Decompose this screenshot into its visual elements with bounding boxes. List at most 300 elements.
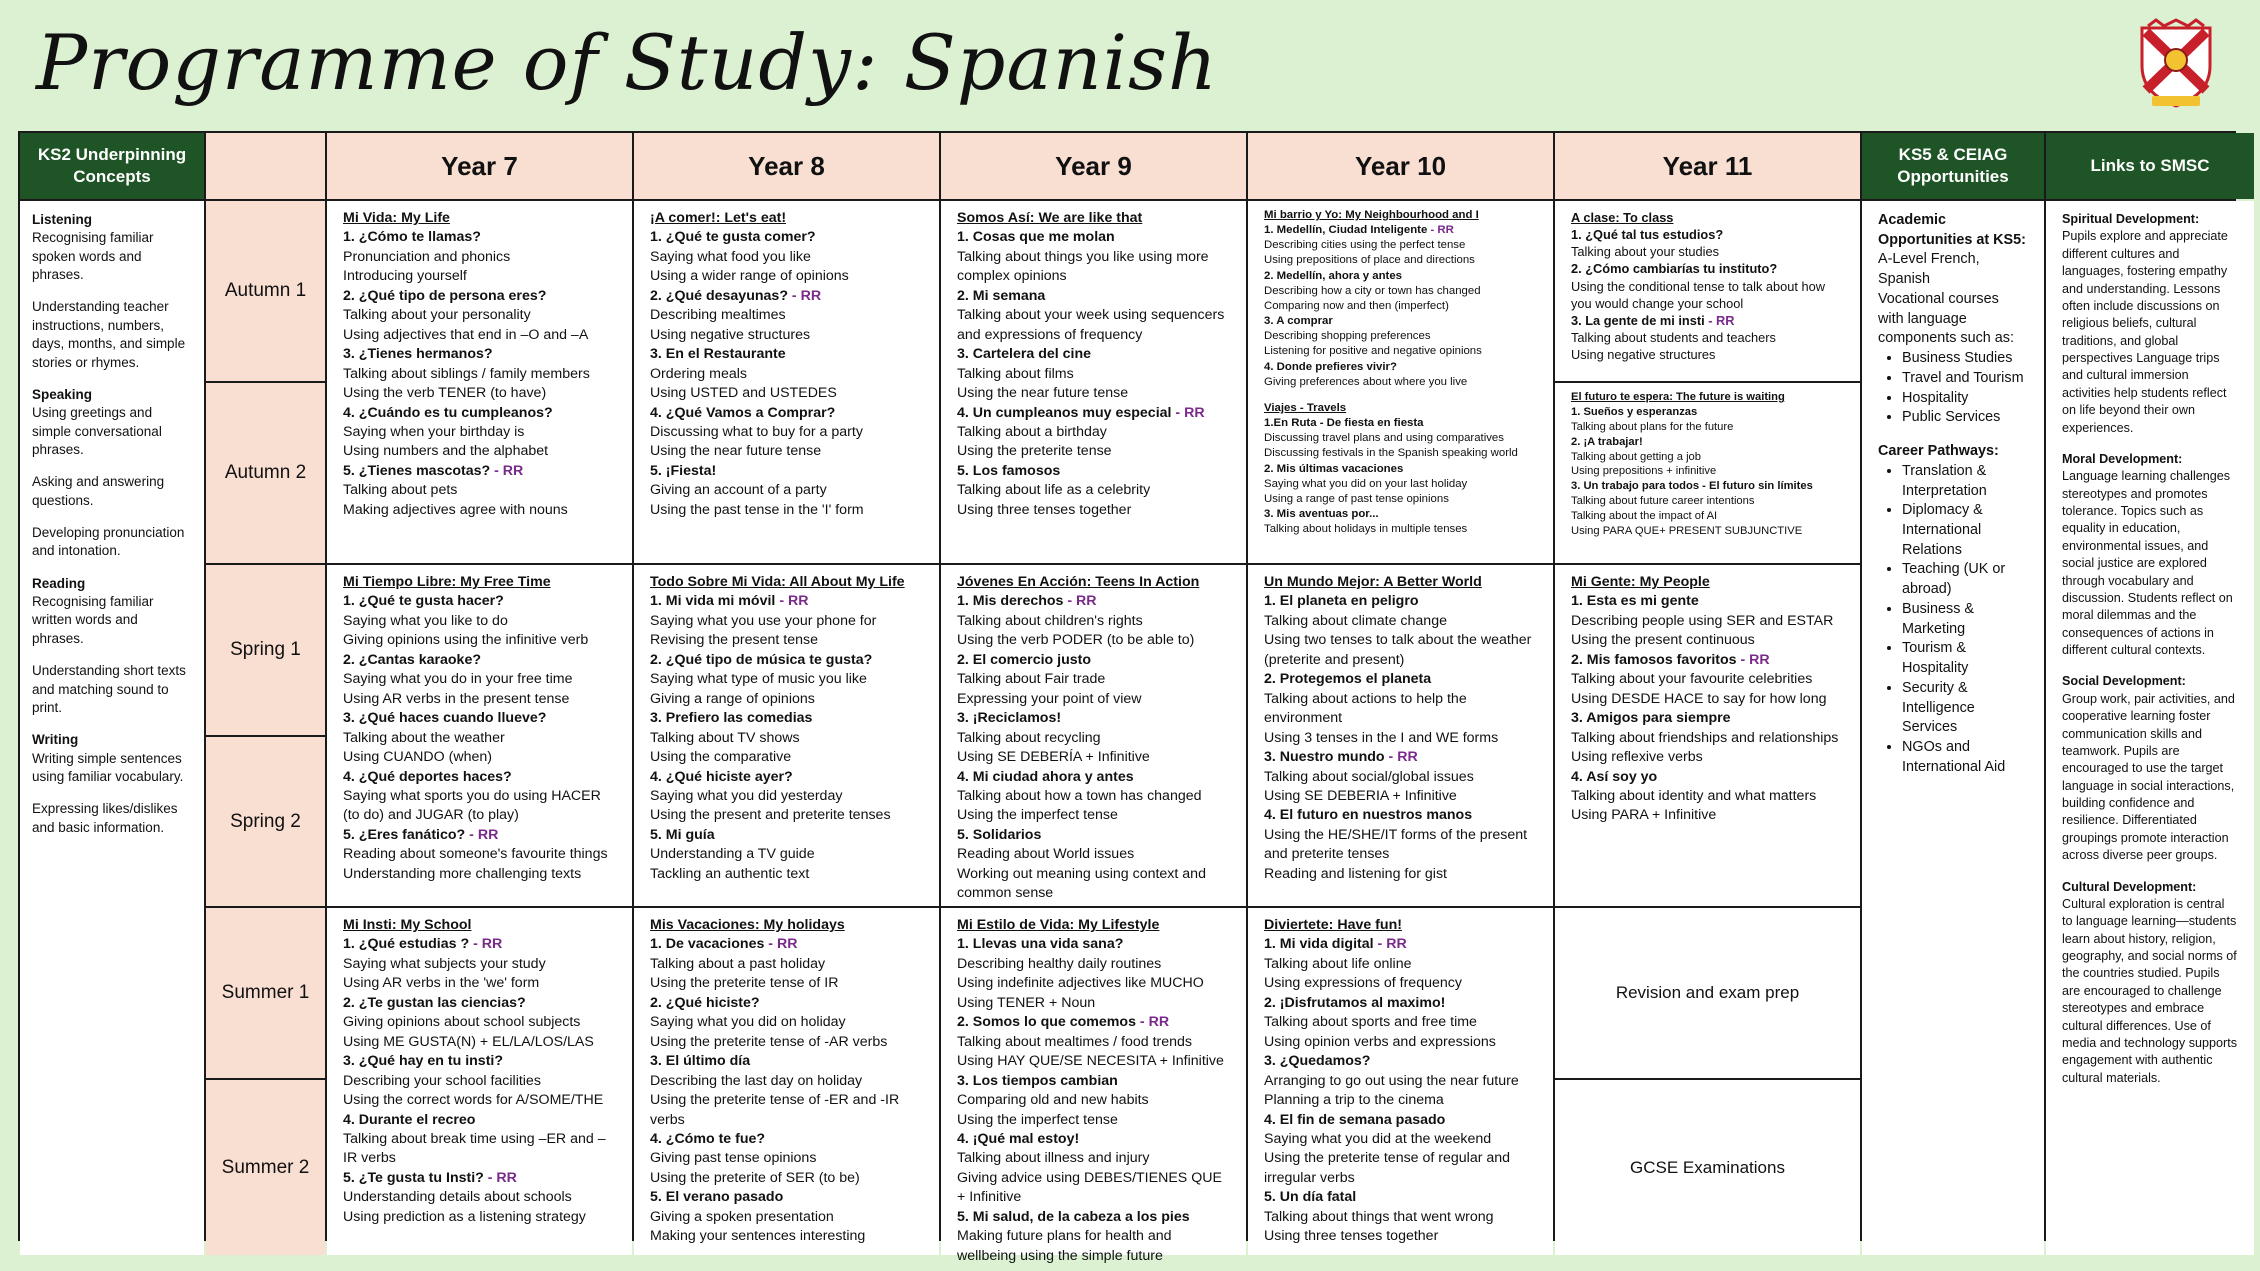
rr-badge: - RR: [469, 936, 503, 953]
rr-badge: - RR: [1736, 651, 1770, 668]
lesson-name: 2. ¿Cómo cambiarías tu instituto?: [1571, 261, 1778, 277]
lesson-name: 3. ¿Qué haces cuando llueve?: [343, 710, 547, 727]
lesson-title: [343, 935, 616, 954]
lesson-name: 4. ¿Qué hiciste ayer?: [650, 768, 793, 785]
lesson-detail: Using the present and preterite tenses: [650, 807, 891, 824]
lesson-detail: Making future plans for health and wellbeing using the simple future: [957, 1228, 1172, 1264]
lesson-name: 1. Medellín, Ciudad Inteligente: [1264, 224, 1428, 237]
lesson-name: 3. En el Restaurante: [650, 346, 786, 363]
lesson-detail: Using SE DEBERÍA + Infinitive: [957, 749, 1150, 766]
autumn-year9-unit: [941, 201, 1246, 563]
lesson-name: 5. Un día fatal: [1264, 1189, 1357, 1206]
unit-title: Diviertete: Have fun!: [1264, 917, 1402, 933]
unit-title: Somos Así: We are like that: [957, 210, 1143, 226]
lesson-detail: Using the present continuous: [1571, 632, 1755, 649]
lesson-title: [1264, 314, 1537, 329]
page-title: Programme of Study: Spanish: [36, 18, 1218, 107]
lesson-name: 4. El futuro en nuestros manos: [1264, 807, 1473, 824]
lesson-title: [1571, 435, 1844, 450]
lesson-title: [1571, 592, 1844, 611]
spacer: [32, 510, 192, 524]
lesson-detail: Using a range of past tense opinions: [1264, 492, 1449, 505]
unit-title: A clase: To class: [1571, 210, 1674, 225]
lesson-name: 4. Durante el recreo: [343, 1111, 476, 1128]
smsc-header: Links to SMSC: [2046, 133, 2254, 199]
lesson-detail: Saying what you use your phone for: [650, 612, 877, 629]
lesson-detail: Talking about plans for the future: [1571, 420, 1734, 433]
lesson-detail: Tackling an authentic text: [650, 865, 810, 882]
smsc-text: Cultural exploration is central to language learning—students learn about history, religion, geography, and social norms of the countries studied. Pupils are encouraged to challenge stereotypes and embrace cultural differences. Use of media and technology supports engagement with authentic cultural materials.: [2062, 896, 2238, 1085]
lesson-name: 2. El comercio justo: [957, 651, 1092, 668]
lesson-name: 3. Nuestro mundo: [1264, 749, 1385, 766]
revision-exam-prep: Revision and exam prep: [1555, 908, 1860, 1078]
lesson-detail: Using prediction as a listening strategy: [343, 1208, 586, 1225]
lesson-name: 1. ¿Qué estudias ?: [343, 936, 470, 953]
spacer: [32, 561, 192, 575]
lesson-detail: Using the conditional tense to talk about how you would change your school: [1571, 278, 1825, 311]
lesson-title: [343, 345, 616, 364]
lesson-title: [957, 1208, 1230, 1227]
lesson-name: 4. ¿Qué Vamos a Comprar?: [650, 404, 836, 421]
spacer: [32, 786, 192, 800]
lesson-detail: Talking about future career intentions: [1571, 495, 1755, 508]
spring-year10-unit: [1248, 565, 1553, 906]
lesson-detail: Using PARA + Infinitive: [1571, 807, 1717, 824]
lesson-title: [343, 709, 616, 728]
lesson-detail: Reading and listening for gist: [1264, 865, 1447, 882]
programme-table: [18, 131, 2238, 1264]
term-label: Summer 1: [206, 908, 325, 1078]
lesson-detail: Talking about social/global issues: [1264, 768, 1474, 785]
spring-year9-unit: [941, 565, 1246, 906]
lesson-detail: Using USTED and USTEDES: [650, 385, 837, 402]
lesson-title: [343, 1052, 616, 1071]
lesson-detail: Talking about the weather: [343, 729, 505, 746]
lesson-detail: Talking about the impact of AI: [1571, 510, 1718, 523]
autumn-year8-unit: [634, 201, 939, 563]
lesson-name: 3. Mis aventuas por...: [1264, 507, 1379, 520]
rr-badge: - RR: [764, 936, 798, 953]
lesson-detail: Using the past tense in the 'I' form: [650, 501, 864, 518]
lesson-name: 3. ¿Quedamos?: [1264, 1053, 1371, 1070]
lesson-detail: Using the verb TENER (to have): [343, 385, 547, 402]
lesson-detail: Talking about mealtimes / food trends: [957, 1033, 1193, 1050]
year-10-header: Year 10: [1248, 133, 1553, 199]
lesson-title: [1264, 507, 1537, 522]
lesson-title: [650, 592, 923, 611]
lesson-name: 1. Cosas que me molan: [957, 229, 1115, 246]
lesson-name: 5. Mi salud, de la cabeza a los pies: [957, 1208, 1190, 1225]
lesson-detail: Talking about siblings / family members: [343, 365, 590, 382]
lesson-title: [343, 826, 616, 845]
unit-title: ¡A comer!: Let's eat!: [650, 210, 787, 226]
unit-title: Un Mundo Mejor: A Better World: [1264, 574, 1482, 590]
career-item: • Security & Intelligence Services: [1902, 679, 2028, 738]
lesson-name: 4. Donde prefieres vivir?: [1264, 360, 1397, 373]
term-label: Autumn 1: [206, 201, 325, 381]
lesson-detail: Giving a range of opinions: [650, 690, 815, 707]
lesson-detail: Listening for positive and negative opinions: [1264, 345, 1482, 358]
lesson-name: 5. ¿Tienes mascotas?: [343, 462, 491, 479]
lesson-detail: Talking about life online: [1264, 955, 1412, 972]
spacer: [1264, 390, 1537, 401]
lesson-name: 3. Prefiero las comedias: [650, 710, 813, 727]
lesson-title: [1264, 994, 1537, 1013]
autumn-year7-unit: [327, 201, 632, 563]
lesson-detail: Talking about climate change: [1264, 612, 1447, 629]
ks2-text: Recognising familiar spoken words and phrases.: [32, 230, 154, 283]
lesson-name: 1. Mi vida mi móvil: [650, 593, 776, 610]
ks2-concepts: [20, 201, 204, 1255]
lesson-title: [1264, 748, 1537, 767]
lesson-name: 3. ¿Tienes hermanos?: [343, 346, 493, 363]
lesson-title: [957, 228, 1230, 247]
ks2-text: Recognising familiar written words and phrases.: [32, 594, 154, 646]
lesson-title: [650, 228, 923, 247]
lesson-detail: Introducing yourself: [343, 268, 467, 285]
lesson-title: [1264, 1188, 1537, 1207]
ks2-text: Expressing likes/dislikes and basic information.: [32, 801, 178, 835]
lesson-detail: Talking about your personality: [343, 307, 531, 324]
lesson-name: 1. Mis derechos: [957, 593, 1064, 610]
rr-badge: - RR: [787, 287, 822, 304]
lesson-title: [1264, 592, 1537, 611]
lesson-title: [1264, 806, 1537, 825]
lesson-detail: Talking about your studies: [1571, 244, 1719, 260]
ks5-academic-heading: Academic Opportunities at KS5:: [1878, 212, 2026, 248]
unit-title: Todo Sobre Mi Vida: All About My Life: [650, 574, 905, 590]
lesson-detail: Making adjectives agree with nouns: [343, 501, 568, 518]
lesson-detail: Giving preferences about where you live: [1264, 375, 1468, 388]
lesson-name: 2. ¿Qué tipo de música te gusta?: [650, 651, 873, 668]
lesson-detail: Using DESDE HACE to say for how long: [1571, 690, 1827, 707]
lesson-title: [343, 404, 616, 423]
lesson-detail: Giving past tense opinions: [650, 1150, 817, 1167]
rr-badge: - RR: [490, 462, 524, 479]
rr-badge: - RR: [1135, 1014, 1170, 1031]
lesson-detail: Using the preterite tense of regular and irregular verbs: [1264, 1150, 1511, 1186]
spacer: [32, 717, 192, 731]
summer-year7-unit: [327, 908, 632, 1255]
lesson-detail: Revising the present tense: [650, 632, 818, 649]
smsc-links: [2046, 201, 2254, 1255]
lesson-name: 1. De vacaciones: [650, 936, 765, 953]
lesson-detail: Talking about pets: [343, 482, 458, 499]
lesson-detail: Talking about a birthday: [957, 423, 1107, 440]
career-item: • NGOs and International Aid: [1902, 738, 2028, 777]
lesson-detail: Talking about friendships and relationships: [1571, 729, 1839, 746]
unit-title: Mi Estilo de Vida: My Lifestyle: [957, 917, 1160, 933]
lesson-detail: Talking about children's rights: [957, 612, 1143, 629]
rr-badge: - RR: [775, 593, 809, 610]
smsc-text: Group work, pair activities, and cooperative learning foster communication skills and teamwork. Pupils are encouraged to use the target language in social interactions, building confidence and resilience. Differentiated groupings promote interaction across diverse peer groups.: [2062, 691, 2235, 863]
lesson-title: [1571, 709, 1844, 728]
lesson-detail: Talking about films: [957, 365, 1074, 382]
spring-year7-unit: [327, 565, 632, 906]
lesson-detail: Using ME GUSTA(N) + EL/LA/LOS/LAS: [343, 1033, 594, 1050]
lesson-name: 2. ¿Qué tipo de persona eres?: [343, 287, 547, 304]
lesson-detail: Describing people using SER and ESTAR: [1571, 612, 1834, 629]
lesson-detail: Reading about World issues: [957, 846, 1135, 863]
ks2-text: Understanding teacher instructions, numbers, days, months, and simple stories or rhymes.: [32, 299, 186, 370]
lesson-detail: Expressing your point of view: [957, 690, 1142, 707]
lesson-detail: Using the preterite of SER (to be): [650, 1169, 860, 1186]
lesson-detail: Using PARA QUE+ PRESENT SUBJUNCTIVE: [1571, 525, 1803, 538]
lesson-title: [650, 345, 923, 364]
lesson-name: 2. Mis famosos favoritos: [1571, 651, 1737, 668]
lesson-title: [650, 1130, 923, 1149]
term-label: Spring 1: [206, 565, 325, 735]
spring-year11-unit: [1555, 565, 1860, 906]
lesson-name: 2. Mi semana: [957, 287, 1046, 304]
lesson-detail: Using the correct words for A/SOME/THE: [343, 1092, 604, 1109]
lesson-detail: Talking about sports and free time: [1264, 1014, 1477, 1031]
lesson-detail: Using the preterite tense of -ER and -IR verbs: [650, 1092, 900, 1128]
lesson-title: [343, 651, 616, 670]
unit-title: Mi Tiempo Libre: My Free Time: [343, 574, 551, 590]
lesson-name: 1. ¿Qué tal tus estudios?: [1571, 227, 1724, 243]
lesson-title: [650, 1188, 923, 1207]
career-item: • Business & Marketing: [1902, 600, 2028, 639]
lesson-detail: Using CUANDO (when): [343, 749, 493, 766]
ks2-header: KS2 Underpinning Concepts: [20, 133, 204, 199]
lesson-detail: Describing healthy daily routines: [957, 955, 1162, 972]
lesson-detail: Saying what food you like: [650, 248, 811, 265]
lesson-name: 2. ¡Disfrutamos al maximo!: [1264, 994, 1446, 1011]
lesson-name: 4. ¡Qué mal estoy!: [957, 1130, 1080, 1147]
lesson-detail: Saying what subjects your study: [343, 955, 546, 972]
rr-badge: - RR: [1704, 312, 1735, 328]
spacer: [32, 648, 192, 662]
lesson-detail: Using numbers and the alphabet: [343, 443, 549, 460]
lesson-title: [343, 994, 616, 1013]
lesson-title: [650, 651, 923, 670]
lesson-name: 4. Así soy yo: [1571, 768, 1658, 785]
lesson-name: 3. A comprar: [1264, 315, 1333, 328]
lesson-detail: Giving opinions about school subjects: [343, 1014, 581, 1031]
rr-badge: - RR: [1373, 936, 1407, 953]
lesson-detail: Pronunciation and phonics: [343, 248, 511, 265]
lesson-title: [1571, 226, 1844, 243]
lesson-detail: Comparing now and then (imperfect): [1264, 299, 1449, 312]
lesson-name: 4. Mi ciudad ahora y antes: [957, 768, 1134, 785]
lesson-name: 1. Sueños y esperanzas: [1571, 405, 1698, 418]
lesson-name: 3. Amigos para siempre: [1571, 710, 1731, 727]
lesson-name: 5. ¿Te gusta tu Insti?: [343, 1169, 484, 1186]
smsc-text: Language learning challenges stereotypes and promotes tolerance. Topics such as equality in education, environmental issues, and social justice are explored through vocabulary and discussion. Students reflect on moral dilemmas and the consequences of actions in different cultural contexts.: [2062, 469, 2233, 657]
lesson-detail: Using prepositions + infinitive: [1571, 465, 1717, 478]
lesson-title: [1264, 935, 1537, 954]
lesson-detail: Describing cities using the perfect tense: [1264, 239, 1466, 252]
career-item: • Diplomacy & International Relations: [1902, 501, 2028, 560]
lesson-title: [650, 826, 923, 845]
lesson-detail: Talking about your favourite celebrities: [1571, 671, 1813, 688]
term-label: Autumn 2: [206, 383, 325, 563]
career-list: [1878, 462, 2028, 778]
unit-title: Mi Gente: My People: [1571, 574, 1710, 590]
lesson-title: [957, 345, 1230, 364]
lesson-title: [1264, 670, 1537, 689]
lesson-detail: Comparing old and new habits: [957, 1092, 1149, 1109]
lesson-detail: Using two tenses to talk about the weather (preterite and present): [1264, 632, 1532, 668]
lesson-title: [1264, 1052, 1537, 1071]
lesson-name: 4. El fin de semana pasado: [1264, 1111, 1446, 1128]
lesson-detail: Saying when your birthday is: [343, 423, 525, 440]
year-9-header: Year 9: [941, 133, 1246, 199]
lesson-detail: Using a wider range of opinions: [650, 268, 849, 285]
rr-badge: - RR: [465, 826, 499, 843]
lesson-detail: Talking about how a town has changed: [957, 787, 1202, 804]
ks2-text: Understanding short texts and matching sound to print.: [32, 663, 186, 715]
lesson-title: [650, 768, 923, 787]
lesson-detail: Using prepositions of place and directions: [1264, 254, 1475, 267]
spacer: [2062, 437, 2238, 451]
lesson-name: 1. El planeta en peligro: [1264, 593, 1419, 610]
vocational-item: • Public Services: [1902, 408, 2028, 428]
lesson-detail: Talking about holidays in multiple tenses: [1264, 523, 1468, 536]
lesson-detail: Talking about TV shows: [650, 729, 800, 746]
lesson-name: 2. Medellín, ahora y antes: [1264, 269, 1403, 282]
lesson-title: [1264, 223, 1537, 238]
lesson-name: 1. ¿Qué te gusta comer?: [650, 229, 816, 246]
lesson-name: 1. ¿Qué te gusta hacer?: [343, 593, 504, 610]
lesson-name: 2. Mis últimas vacaciones: [1264, 462, 1404, 475]
lesson-detail: Talking about illness and injury: [957, 1150, 1150, 1167]
lesson-detail: Using reflexive verbs: [1571, 749, 1703, 766]
lesson-name: 3. Un trabajo para todos - El futuro sin límites: [1571, 480, 1813, 493]
ks2-heading: Writing: [32, 732, 79, 748]
lesson-title: [957, 651, 1230, 670]
lesson-title: [1571, 405, 1844, 420]
unit-title: Mi Insti: My School: [343, 917, 472, 933]
lesson-name: 2. Somos lo que comemos: [957, 1014, 1136, 1031]
lesson-detail: Using AR verbs in the present tense: [343, 690, 570, 707]
lesson-detail: Arranging to go out using the near future: [1264, 1072, 1519, 1089]
lesson-detail: Giving advice using DEBES/TIENES QUE + Infinitive: [957, 1169, 1222, 1206]
lesson-detail: Describing your school facilities: [343, 1072, 541, 1089]
lesson-title: [957, 1013, 1230, 1032]
lesson-name: 4. ¿Qué deportes haces?: [343, 768, 512, 785]
lesson-detail: Using the near future tense: [650, 443, 822, 460]
lesson-title: [957, 1072, 1230, 1091]
lesson-detail: Saying what you did on your last holiday: [1264, 477, 1468, 490]
lesson-name: 4. Un cumpleanos muy especial: [957, 404, 1172, 421]
lesson-detail: Reading about someone's favourite things: [343, 846, 608, 863]
year-7-header: Year 7: [327, 133, 632, 199]
smsc-heading: Spiritual Development:: [2062, 212, 2200, 226]
lesson-detail: Giving a spoken presentation: [650, 1208, 834, 1225]
term-label: Spring 2: [206, 737, 325, 906]
lesson-detail: Making your sentences interesting: [650, 1228, 866, 1245]
lesson-title: [957, 1130, 1230, 1149]
lesson-title: [1264, 462, 1537, 477]
ks2-heading: Speaking: [32, 386, 93, 402]
vocational-list: [1878, 349, 2028, 428]
vocational-item: • Hospitality: [1902, 389, 2028, 409]
career-item: • Teaching (UK or abroad): [1902, 560, 2028, 599]
career-item: • Translation & Interpretation: [1902, 462, 2028, 501]
lesson-detail: Saying what sports you do using HACER (to do) and JUGAR (to play): [343, 787, 601, 824]
lesson-title: [650, 709, 923, 728]
lesson-detail: Using the HE/SHE/IT forms of the present and preterite tenses: [1264, 826, 1528, 863]
lesson-title: [957, 709, 1230, 728]
ks2-heading: Reading: [32, 575, 86, 591]
lesson-detail: Understanding more challenging texts: [343, 865, 582, 882]
unit-title: Mi barrio y Yo: My Neighbourhood and I: [1264, 209, 1479, 221]
lesson-title: [1571, 768, 1844, 787]
lesson-detail: Using the imperfect tense: [957, 1111, 1118, 1128]
lesson-name: 1. Llevas una vida sana?: [957, 936, 1124, 953]
smsc-text: Pupils explore and appreciate different cultures and languages, fostering empathy and understanding. Lessons often include discussions on religious beliefs, cultural traditions, and global perspectives Language trips and cultural immersion activities help students reflect on life beyond their own experiences.: [2062, 229, 2228, 435]
spacer: [2062, 865, 2238, 879]
rr-badge: - RR: [483, 1169, 517, 1186]
lesson-detail: Talking about break time using –ER and –IR verbs: [343, 1130, 606, 1167]
lesson-name: 2. Protegemos el planeta: [1264, 671, 1432, 688]
term-label: Summer 2: [206, 1080, 325, 1255]
lesson-title: [957, 768, 1230, 787]
lesson-name: 3. Los tiempos cambian: [957, 1072, 1118, 1089]
lesson-detail: Using 3 tenses in the I and WE forms: [1264, 729, 1499, 746]
lesson-name: 1.En Ruta - De fiesta en fiesta: [1264, 417, 1424, 430]
smsc-heading: Cultural Development:: [2062, 879, 2197, 894]
lesson-title: [343, 1169, 616, 1188]
lesson-name: 2. ¿Te gustan las ciencias?: [343, 994, 526, 1011]
lesson-detail: Using opinion verbs and expressions: [1264, 1033, 1496, 1050]
spacer: [32, 372, 192, 386]
lesson-name: 4. ¿Cuándo es tu cumpleanos?: [343, 404, 553, 421]
lesson-detail: Understanding details about schools: [343, 1189, 572, 1206]
lesson-detail: Using three tenses together: [1264, 1228, 1439, 1245]
lesson-detail: Giving opinions using the infinitive verb: [343, 632, 589, 649]
ks2-text: Writing simple sentences using familiar vocabulary.: [32, 750, 184, 784]
lesson-name: 5. Mi guía: [650, 826, 715, 843]
lesson-detail: Saying what type of music you like: [650, 671, 867, 688]
lesson-detail: Using the preterite tense: [957, 443, 1112, 460]
term-header: [206, 133, 325, 199]
lesson-name: 1. ¿Cómo te llamas?: [343, 229, 481, 246]
career-pathways-heading: Career Pathways:: [1878, 443, 1999, 460]
lesson-detail: Using expressions of frequency: [1264, 975, 1462, 992]
smsc-heading: Moral Development:: [2062, 451, 2183, 466]
ks2-text: Asking and answering questions.: [32, 474, 165, 508]
lesson-detail: Using AR verbs in the 'we' form: [343, 975, 540, 992]
lesson-title: [1264, 1111, 1537, 1130]
career-item: • Tourism & Hospitality: [1902, 639, 2028, 678]
lesson-title: [1571, 260, 1844, 277]
lesson-title: [650, 1052, 923, 1071]
summer-year9-unit: [941, 908, 1246, 1264]
spacer: [32, 284, 192, 298]
rr-badge: - RR: [1427, 224, 1454, 237]
lesson-detail: Giving an account of a party: [650, 482, 827, 499]
ks2-text: Using greetings and simple conversational phrases.: [32, 405, 162, 457]
lesson-name: 4. ¿Cómo te fue?: [650, 1130, 766, 1147]
lesson-detail: Discussing festivals in the Spanish speaking world: [1264, 447, 1518, 460]
lesson-title: [957, 592, 1230, 611]
lesson-detail: Using negative structures: [1571, 347, 1716, 363]
lesson-detail: Saying what you did at the weekend: [1264, 1130, 1492, 1147]
lesson-name: 5. El verano pasado: [650, 1189, 784, 1206]
lesson-detail: Saying what you do in your free time: [343, 671, 573, 688]
lesson-detail: Using the imperfect tense: [957, 807, 1118, 824]
lesson-title: [650, 994, 923, 1013]
spring-year8-unit: [634, 565, 939, 906]
unit-title: Jóvenes En Acción: Teens In Action: [957, 574, 1200, 590]
lesson-name: 5. ¿Eres fanático?: [343, 826, 466, 843]
lesson-title: [1264, 416, 1537, 431]
lesson-name: 3. El último día: [650, 1053, 751, 1070]
lesson-detail: Working out meaning using context and common sense: [957, 865, 1206, 902]
